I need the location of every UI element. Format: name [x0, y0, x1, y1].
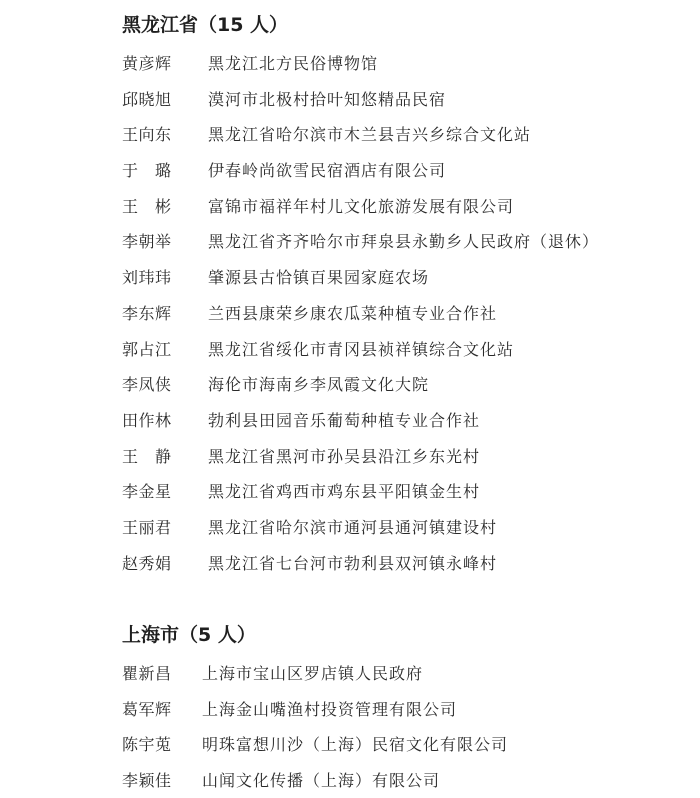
person-name: 赵秀娟	[122, 553, 172, 573]
list-item	[122, 82, 682, 118]
person-unit: 富锦市福祥年村儿文化旅游发展有限公司	[208, 196, 515, 216]
person-name: 李朝举	[122, 232, 172, 252]
list-item	[122, 153, 682, 189]
person-name: 王丽君	[122, 517, 172, 537]
list-heilongjiang	[122, 46, 682, 581]
person-unit: 上海市宝山区罗店镇人民政府	[202, 664, 424, 683]
person-name: 于 璐	[122, 161, 172, 181]
section-title-shanghai: 上海市（5 人）	[122, 624, 256, 646]
person-name: 刘玮玮	[122, 268, 172, 288]
list-item	[122, 474, 682, 510]
person-unit: 上海金山嘴渔村投资管理有限公司	[202, 699, 458, 719]
person-unit: 黑龙江省七台河市勃利县双河镇永峰村	[208, 553, 498, 573]
person-unit: 漠河市北极村拾叶知悠精品民宿	[208, 89, 447, 109]
person-unit: 明珠富想川沙（上海）民宿文化有限公司	[202, 735, 509, 754]
list-item	[122, 296, 682, 332]
list-item	[122, 189, 682, 225]
list-item	[122, 763, 682, 798]
list-item	[122, 46, 682, 82]
list-item	[122, 260, 682, 296]
list-shanghai	[122, 656, 682, 798]
person-name: 田作林	[122, 410, 172, 430]
person-unit: 黑龙江省黑河市孙吴县沿江乡东光村	[208, 446, 481, 466]
person-unit: 黑龙江省哈尔滨市木兰县吉兴乡综合文化站	[208, 125, 532, 145]
person-name: 葛军辉	[122, 699, 172, 719]
person-name: 郭占江	[122, 339, 172, 359]
person-unit: 黑龙江省齐齐哈尔市拜泉县永勤乡人民政府（退休）	[208, 232, 600, 252]
person-name: 黄彦辉	[122, 54, 172, 73]
person-name: 邱晓旭	[122, 89, 172, 109]
list-item	[122, 727, 682, 763]
person-unit: 黑龙江省绥化市青冈县祯祥镇综合文化站	[208, 339, 515, 359]
person-name: 王向东	[122, 125, 172, 145]
section-title-heilongjiang: 黑龙江省（15 人）	[122, 14, 289, 36]
person-unit: 兰西县康荣乡康农瓜菜种植专业合作社	[208, 303, 498, 323]
person-unit: 黑龙江北方民俗博物馆	[208, 54, 379, 73]
person-unit: 勃利县田园音乐葡萄种植专业合作社	[208, 410, 481, 430]
list-item	[122, 510, 682, 546]
person-name: 李颖佳	[122, 770, 172, 790]
person-unit: 黑龙江省鸡西市鸡东县平阳镇金生村	[208, 482, 481, 502]
section-heilongjiang	[122, 10, 682, 581]
list-item	[122, 224, 682, 260]
person-name: 陈宇莵	[122, 735, 172, 754]
list-item	[122, 656, 682, 692]
person-name: 李东辉	[122, 303, 172, 323]
person-unit: 伊春岭尚欲雪民宿酒店有限公司	[208, 161, 447, 181]
person-name: 李金星	[122, 482, 172, 502]
person-unit: 黑龙江省哈尔滨市通河县通河镇建设村	[208, 517, 498, 537]
person-name: 瞿新昌	[122, 664, 172, 683]
list-item	[122, 332, 682, 368]
section-shanghai	[122, 620, 682, 798]
list-item	[122, 692, 682, 728]
list-item	[122, 546, 682, 582]
person-unit: 肇源县古恰镇百果园家庭农场	[208, 268, 430, 288]
list-item	[122, 439, 682, 475]
person-unit: 山闻文化传播（上海）有限公司	[202, 770, 441, 790]
person-name: 王 彬	[122, 196, 172, 216]
list-item	[122, 403, 682, 439]
person-unit: 海伦市海南乡李凤霞文化大院	[208, 375, 430, 395]
person-name: 王 静	[122, 446, 172, 466]
person-name: 李凤侠	[122, 375, 172, 395]
list-item	[122, 367, 682, 403]
list-item	[122, 117, 682, 153]
